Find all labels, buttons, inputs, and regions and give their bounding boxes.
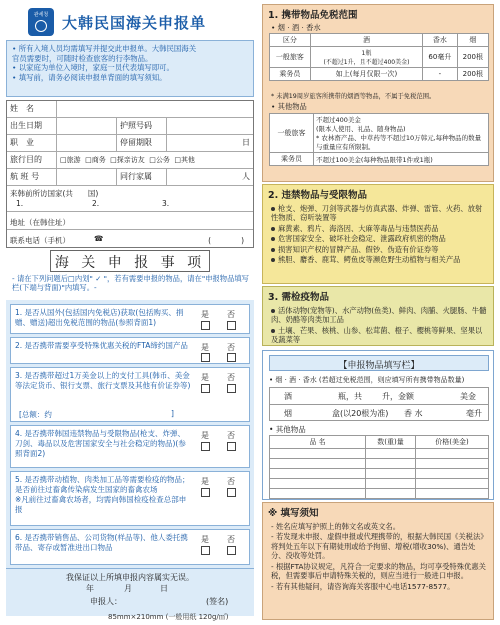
flight-label: 航 班 号 bbox=[7, 169, 57, 185]
day-label: 日 bbox=[160, 584, 168, 593]
question-text: 6. 是否携带销售品、公司货物(样品等)、他人委托携带品、寄存或暂准进出口物品 bbox=[15, 533, 188, 553]
no-checkbox[interactable] bbox=[227, 353, 236, 362]
table-head: 酒 bbox=[310, 34, 422, 47]
instructions-list bbox=[263, 521, 493, 591]
question-4 bbox=[10, 425, 250, 468]
yes-label: 是 bbox=[201, 431, 209, 440]
purpose-options bbox=[57, 152, 253, 168]
stay-label: 停留期限 bbox=[117, 135, 167, 151]
companions-label: 同行家属 bbox=[117, 169, 167, 185]
panel-title: 1. 携带物品免税范围 bbox=[268, 10, 358, 21]
goods-cell[interactable] bbox=[416, 449, 489, 459]
no-label: 否 bbox=[227, 343, 235, 352]
purpose-other-label: 其他 bbox=[180, 156, 195, 164]
total-end: ] bbox=[171, 409, 174, 418]
perfume-label: 香 水 bbox=[404, 409, 423, 418]
table-cell: 200根 bbox=[457, 47, 488, 68]
companions-unit: 人 bbox=[242, 172, 250, 181]
bullet-icon bbox=[271, 309, 275, 313]
footer-note: 85mm×210mm (一般用纸 120g/㎡) bbox=[108, 613, 229, 621]
goods-cell[interactable] bbox=[270, 459, 366, 469]
yes-checkbox[interactable] bbox=[201, 384, 210, 393]
job-label: 职 业 bbox=[7, 135, 57, 151]
table-cell: 不超过100美金(每种物品限带1件或1瓶) bbox=[314, 153, 489, 166]
goods-cell[interactable] bbox=[416, 459, 489, 469]
other-items-title: • 其他物品 bbox=[271, 102, 307, 111]
logo-text: 관세청 bbox=[33, 12, 49, 18]
yes-label: 是 bbox=[201, 373, 209, 382]
yes-checkbox[interactable] bbox=[201, 442, 210, 451]
crest-icon bbox=[35, 20, 47, 32]
list-item: 枪支、炮弹、刀剑等武器与仿真武器、炸弹、雷管、火药、放射性物质、窃听装置等 bbox=[271, 204, 483, 223]
instructions-panel bbox=[262, 502, 494, 620]
goods-cell[interactable] bbox=[366, 459, 416, 469]
passport-field[interactable] bbox=[167, 118, 253, 134]
goods-cell[interactable] bbox=[366, 449, 416, 459]
table-cell: 如上(每月仅限一次) bbox=[310, 68, 422, 81]
checkbox-business[interactable]: □ bbox=[85, 156, 92, 164]
yes-checkbox[interactable] bbox=[201, 488, 210, 497]
country-3[interactable]: 3. bbox=[162, 199, 170, 208]
goods-cell[interactable] bbox=[366, 489, 416, 499]
month-label: 月 bbox=[124, 584, 132, 593]
table-cell: 1瓶 (不超过1升，且不超过400美金) bbox=[310, 47, 422, 68]
table-head: 品 名 bbox=[270, 436, 366, 449]
declaration-header bbox=[6, 250, 254, 300]
prohibited-panel bbox=[262, 184, 494, 284]
no-checkbox[interactable] bbox=[227, 488, 236, 497]
list-item: 麻黄素、鸦片、海洛因、大麻等毒品与违禁医药品 bbox=[271, 224, 487, 233]
table-cell: 60毫升 bbox=[423, 47, 457, 68]
question-text: 4. 是否携带韩国违禁物品与受限物品(枪支、炸弹、刀剑、毒品以及危害国家安全与社会稳定的物品)(参照背面2) bbox=[15, 429, 186, 459]
total-label: [总额：约 bbox=[19, 410, 52, 419]
yes-label: 是 bbox=[201, 343, 209, 352]
question-text: 5. 是否携带动植物、肉类加工品等需要检疫的物品；是否前往过畜禽传染病发生国家的畜禽农场 ※凡前往过畜禽农场者，均需向韩国检疫检查总部申报 bbox=[15, 475, 190, 515]
list-item: - 姓名应填写护照上的韩文名或英文名。 bbox=[271, 522, 400, 531]
notice-line: 官员需要时，可随时检查旅客的行李物品。 bbox=[12, 53, 153, 63]
customs-logo bbox=[28, 8, 54, 36]
tobacco-line: • 烟 · 酒 · 香水 (若超过免税范围，则应填写所有携带物品数量) bbox=[269, 376, 465, 384]
list-item: - 根据FTA协议规定，凡符合一定要求的物品，均可享受特殊优惠关税，但需要事后申请特殊关税的，则应当进行一般进口申报。 bbox=[271, 561, 486, 581]
name-field[interactable] bbox=[57, 101, 253, 117]
applicant-label: 申报人： bbox=[90, 597, 122, 606]
notice-line: • 以家庭为单位入境时，家庭一员代表填写即可。 bbox=[12, 63, 174, 73]
stay-unit: 日 bbox=[242, 138, 250, 147]
goods-cell[interactable] bbox=[270, 489, 366, 499]
sign-statement: 我保证以上所填申报内容属实无误。 bbox=[66, 573, 194, 582]
goods-cell[interactable] bbox=[416, 489, 489, 499]
dob-label: 出生日期 bbox=[7, 118, 57, 134]
bullet-icon bbox=[271, 258, 275, 262]
goods-cell[interactable] bbox=[416, 469, 489, 479]
job-field[interactable] bbox=[57, 135, 117, 151]
no-label: 否 bbox=[227, 477, 235, 486]
yes-checkbox[interactable] bbox=[201, 353, 210, 362]
bullet-icon bbox=[271, 237, 275, 241]
country-1[interactable]: 1. bbox=[16, 199, 24, 208]
table-head: 香水 bbox=[423, 34, 457, 47]
no-checkbox[interactable] bbox=[227, 384, 236, 393]
yes-label: 是 bbox=[201, 477, 209, 486]
yes-checkbox[interactable] bbox=[201, 321, 210, 330]
flight-field[interactable] bbox=[57, 169, 117, 185]
question-2 bbox=[10, 337, 250, 364]
age-note: * 未满19周岁旅客所携带的烟酒等物品，不属于免税范围。 bbox=[271, 93, 436, 100]
other-items-title: • 其他物品 bbox=[269, 425, 306, 434]
quarantine-list bbox=[263, 305, 493, 345]
question-text: 1. 是否从国外(包括国内免税店)获取(包括购买、捐赠、赠送)超出免税范围的物品(参照背面1) bbox=[15, 308, 184, 328]
box-label[interactable]: 盒(以20根为准) bbox=[332, 409, 389, 418]
name-label: 姓 名 bbox=[7, 101, 57, 117]
table-cell: 乘务员 bbox=[270, 153, 314, 166]
table-cell: 乘务员 bbox=[270, 68, 311, 81]
panel-title: 3. 需检疫物品 bbox=[268, 292, 330, 303]
question-3 bbox=[10, 367, 250, 422]
quarantine-panel bbox=[262, 286, 494, 346]
table-cell: 不超过400美金 (限本人使用、礼品、随身物品) * 农林畜产品、中草药等不超过10万韩元,每种物品的数量与重量应有所限制。 bbox=[314, 114, 489, 153]
declaration-title: 海 关 申 报 事 项 bbox=[54, 255, 206, 271]
ml-label[interactable]: 毫升 bbox=[466, 409, 482, 418]
no-checkbox[interactable] bbox=[227, 442, 236, 451]
bullet-icon bbox=[271, 207, 275, 211]
goods-cell[interactable] bbox=[270, 469, 366, 479]
list-item: - 若发现未申报、虚假申报或代理携带的，根据大韩民国《关税法》将判处五年以下有期徒刑或给予拘留、增税(增收30%)、通告处分、没收等处罚。 bbox=[271, 532, 484, 561]
bullet-icon bbox=[271, 329, 275, 333]
question-5 bbox=[10, 471, 250, 526]
checkbox-official[interactable]: □ bbox=[149, 156, 156, 164]
panel-title: 2. 违禁物品与受限物品 bbox=[268, 190, 368, 201]
liter-label[interactable]: 升，金额 bbox=[382, 392, 414, 401]
bottle-label[interactable]: 瓶，共 bbox=[338, 392, 362, 401]
table-head: 数(重)量 bbox=[366, 436, 416, 449]
goods-cell[interactable] bbox=[366, 469, 416, 479]
no-label: 否 bbox=[227, 373, 235, 382]
traveler-info-table bbox=[6, 100, 254, 248]
phone-label: 联系电话（手机） bbox=[10, 236, 70, 245]
stay-field[interactable] bbox=[167, 135, 253, 151]
page-title: 大韩民国海关申报单 bbox=[62, 14, 207, 32]
goods-table bbox=[269, 435, 489, 499]
notice-line: • 填写前，请务必阅读申报单背面的填写须知。 bbox=[12, 72, 167, 82]
checkbox-visit[interactable]: □ bbox=[110, 156, 117, 164]
no-checkbox[interactable] bbox=[227, 321, 236, 330]
list-item: 活体动物(宠物等)、水产动物(鱼类)、鲜肉、肉脯、火腿肠、牛髓肉、奶酪等肉类加工品 bbox=[271, 306, 487, 325]
checkbox-tour[interactable]: □ bbox=[60, 156, 67, 164]
list-item: 土壤、芒果、核桃、山参、松茸菌、橙子、樱桃等鲜果、坚果以及蔬菜等 bbox=[271, 325, 483, 345]
question-text: 2. 是否携带需要享受特殊优惠关税的FTA缔约国产品 bbox=[15, 341, 188, 350]
table-head: 价格(美金) bbox=[416, 436, 489, 449]
goods-cell[interactable] bbox=[270, 479, 366, 489]
question-6 bbox=[10, 529, 250, 565]
table-cell: 一般旅客 bbox=[270, 47, 311, 68]
phone-field[interactable]: ( ) bbox=[208, 236, 244, 245]
question-1 bbox=[10, 304, 250, 334]
yes-label: 是 bbox=[201, 310, 209, 319]
countries-label: 来韩前所访国家(共 国) bbox=[10, 189, 99, 198]
no-label: 否 bbox=[227, 310, 235, 319]
table-head: 区分 bbox=[270, 34, 311, 47]
declaration-instructions: - 请在下列问题后□内划" ✓ "，若有需要申报的物品，请在"申报物品填写栏(下端与背面)"内填写。- bbox=[12, 274, 249, 293]
list-item: 熊胆、麝香、鹿茸、鳄鱼皮等濒危野生动植物与相关产品 bbox=[271, 255, 487, 264]
notice-line: • 所有入境人员均需填写并提交此申报单。大韩民国海关 bbox=[12, 44, 197, 53]
smoke-label: 烟 bbox=[284, 409, 292, 418]
notice-box bbox=[6, 40, 254, 97]
table-cell: - bbox=[423, 68, 457, 81]
address-label: 地址（在韩住址） bbox=[10, 218, 70, 227]
no-label: 否 bbox=[227, 431, 235, 440]
signature-section bbox=[6, 568, 254, 616]
purpose-business-label: 商务 bbox=[91, 156, 106, 164]
country-2[interactable]: 2. bbox=[92, 199, 100, 208]
list-item: 危害国家安全、破坏社会稳定、泄露政府机密的物品 bbox=[271, 234, 487, 243]
alcohol-label: 酒 bbox=[284, 392, 292, 401]
table-head: 烟 bbox=[457, 34, 488, 47]
bullet-icon bbox=[271, 227, 275, 231]
duty-free-panel bbox=[262, 4, 494, 182]
panel-subtitle: • 烟 · 酒 · 香水 bbox=[271, 23, 321, 32]
purpose-label: 旅行目的 bbox=[7, 152, 57, 168]
phone-icon: ☎ bbox=[94, 234, 104, 243]
goods-cell[interactable] bbox=[270, 449, 366, 459]
question-text: 3. 是否携带超过1万美金以上的支付工具(韩币、美金等法定货币、银行支票、旅行支票及其他有价证券等) bbox=[15, 371, 191, 391]
table-cell: 200根 bbox=[457, 68, 488, 81]
table-cell: 一般旅客 bbox=[270, 114, 314, 153]
no-label: 否 bbox=[227, 535, 235, 544]
usd-label[interactable]: 美金 bbox=[460, 392, 476, 401]
purpose-visit-label: 探亲访友 bbox=[116, 156, 145, 164]
yes-checkbox[interactable] bbox=[201, 546, 210, 555]
tobacco-alcohol-grid bbox=[269, 387, 489, 421]
purpose-official-label: 公务 bbox=[155, 156, 170, 164]
bullet-icon bbox=[271, 248, 275, 252]
declared-goods-panel bbox=[262, 350, 494, 500]
signature-label[interactable]: (签名) bbox=[206, 597, 229, 606]
goods-cell[interactable] bbox=[416, 479, 489, 489]
yes-label: 是 bbox=[201, 535, 209, 544]
goods-cell[interactable] bbox=[366, 479, 416, 489]
prohibited-list bbox=[263, 203, 493, 265]
checkbox-other[interactable]: □ bbox=[174, 156, 181, 164]
duty-free-table bbox=[269, 33, 489, 81]
dob-field[interactable] bbox=[57, 118, 117, 134]
purpose-tour-label: 旅游 bbox=[66, 156, 81, 164]
questions-section bbox=[6, 300, 254, 568]
grid-divider bbox=[270, 404, 488, 405]
panel-title: 【申报物品填写栏】 bbox=[269, 355, 489, 371]
passport-label: 护照号码 bbox=[117, 118, 167, 134]
list-item: - 若有其他疑问，请咨询海关客服中心电话1577-8577。 bbox=[271, 581, 455, 591]
other-items-table bbox=[269, 113, 489, 166]
list-item: 损害知识产权的冒牌产品、假钞、伪造有价证券等 bbox=[271, 245, 487, 254]
panel-title: ※ 填写须知 bbox=[268, 508, 319, 519]
companions-field[interactable] bbox=[167, 169, 253, 185]
no-checkbox[interactable] bbox=[227, 546, 236, 555]
year-label: 年 bbox=[86, 584, 94, 593]
